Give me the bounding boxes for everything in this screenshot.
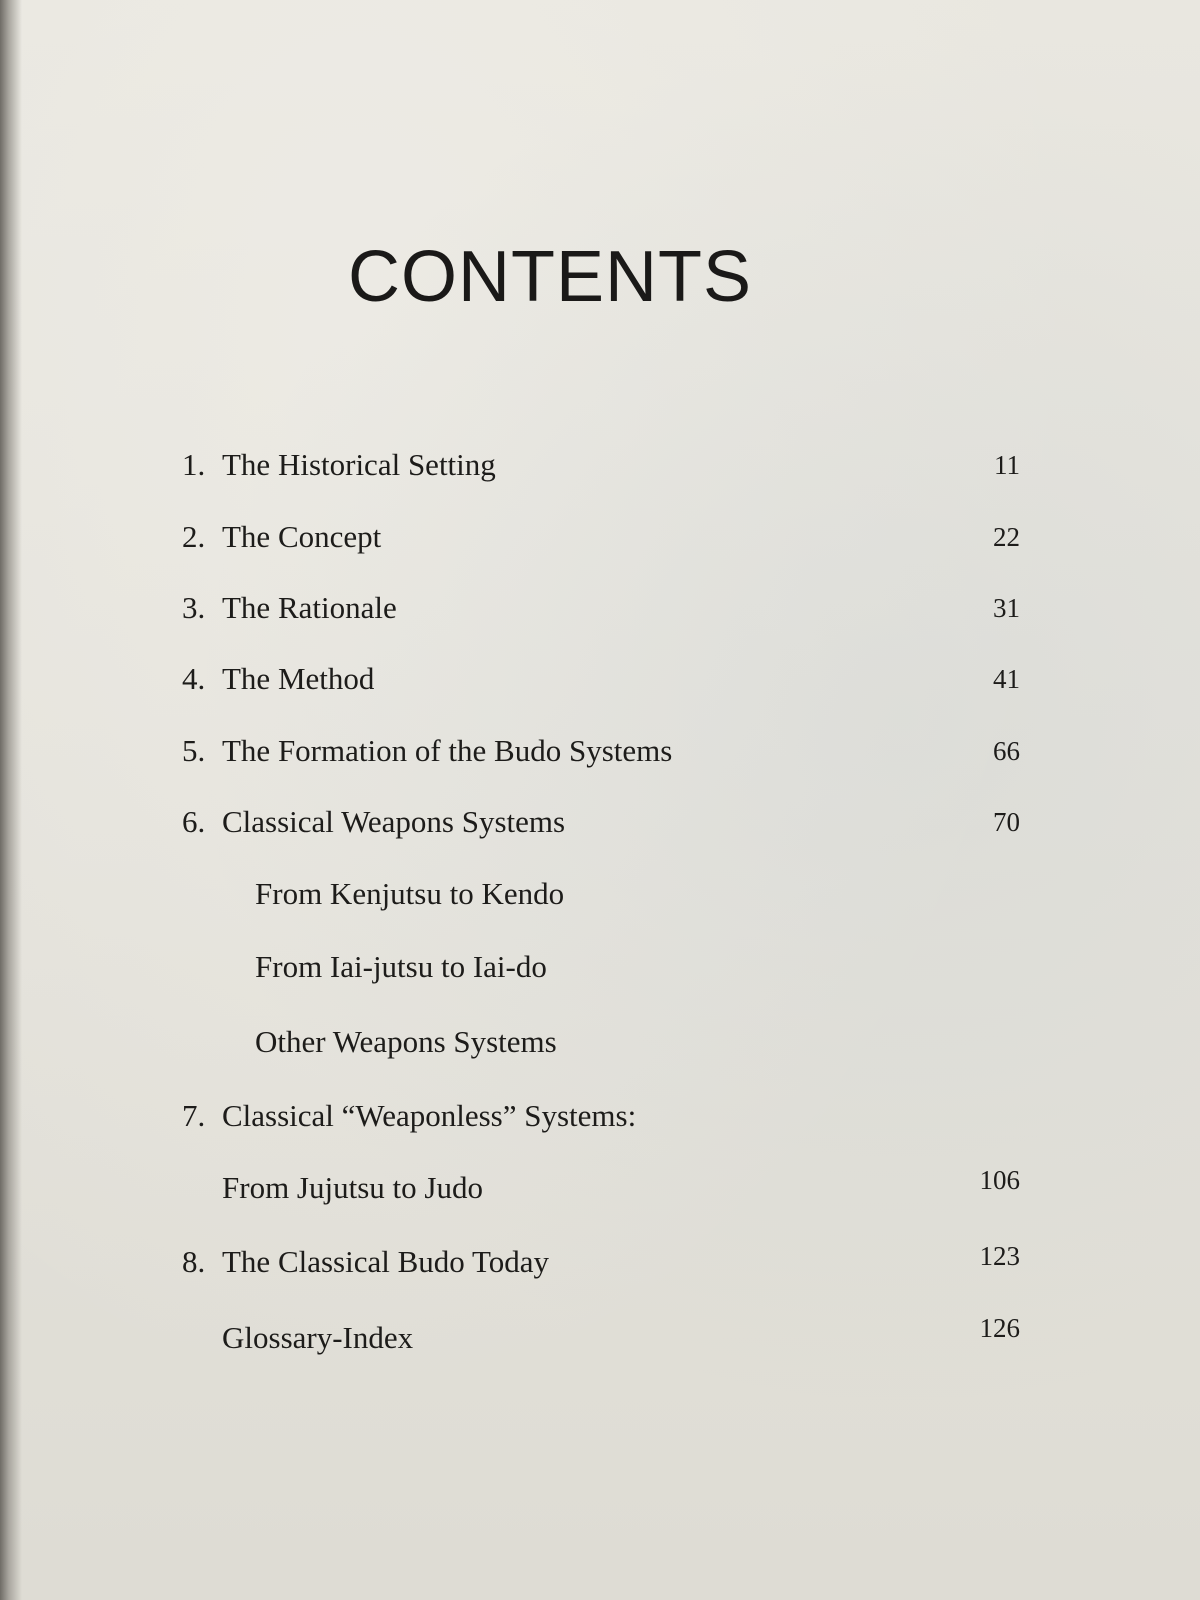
entry-title: The Concept <box>222 519 382 554</box>
entry-page: 41 <box>993 664 1020 694</box>
entry-number: 1. <box>182 447 206 482</box>
subentry-title: From Kenjutsu to Kendo <box>255 876 565 911</box>
entry-title: From Jujutsu to Judo <box>222 1170 483 1205</box>
toc-entry-continuation <box>0 1163 1200 1213</box>
entry-title: Classical Weapons Systems <box>222 804 566 839</box>
subentry-title: From Iai-jutsu to Iai-do <box>255 949 547 984</box>
entry-page: 70 <box>993 807 1020 837</box>
toc-entry <box>0 726 1200 776</box>
toc-subentry <box>0 869 1200 919</box>
entry-page: 11 <box>994 450 1020 480</box>
entry-number: 3. <box>182 590 206 625</box>
entry-title: The Method <box>222 661 375 696</box>
toc-entry <box>0 654 1200 704</box>
entry-title: Glossary-Index <box>222 1320 414 1355</box>
entry-number: 7. <box>182 1098 206 1133</box>
toc-subentry <box>0 942 1200 992</box>
toc-entry <box>0 440 1200 490</box>
entry-title: The Rationale <box>222 590 397 625</box>
toc-entry <box>0 583 1200 633</box>
entry-title: Classical “Weaponless” Systems: <box>222 1098 637 1133</box>
page-title: CONTENTS <box>348 237 752 317</box>
entry-page: 123 <box>979 1241 1020 1271</box>
entry-title: The Formation of the Budo Systems <box>222 733 673 768</box>
entry-title: The Classical Budo Today <box>222 1244 550 1279</box>
entry-number: 4. <box>182 661 206 696</box>
entry-page: 66 <box>993 736 1020 766</box>
toc-subentry <box>0 1017 1200 1067</box>
toc-entry <box>0 1237 1200 1287</box>
entry-page: 31 <box>993 593 1020 623</box>
entry-number: 5. <box>182 733 206 768</box>
toc-entry <box>0 797 1200 847</box>
subentry-title: Other Weapons Systems <box>255 1024 557 1059</box>
entry-number: 8. <box>182 1244 206 1279</box>
entry-page: 22 <box>993 522 1020 552</box>
entry-number: 6. <box>182 804 206 839</box>
entry-number: 2. <box>182 519 206 554</box>
entry-title: The Historical Setting <box>222 447 496 482</box>
entry-page: 126 <box>979 1313 1020 1343</box>
toc-entry <box>0 1091 1200 1141</box>
toc-entry <box>0 512 1200 562</box>
entry-page: 106 <box>979 1165 1020 1195</box>
toc-entry <box>0 1313 1200 1363</box>
